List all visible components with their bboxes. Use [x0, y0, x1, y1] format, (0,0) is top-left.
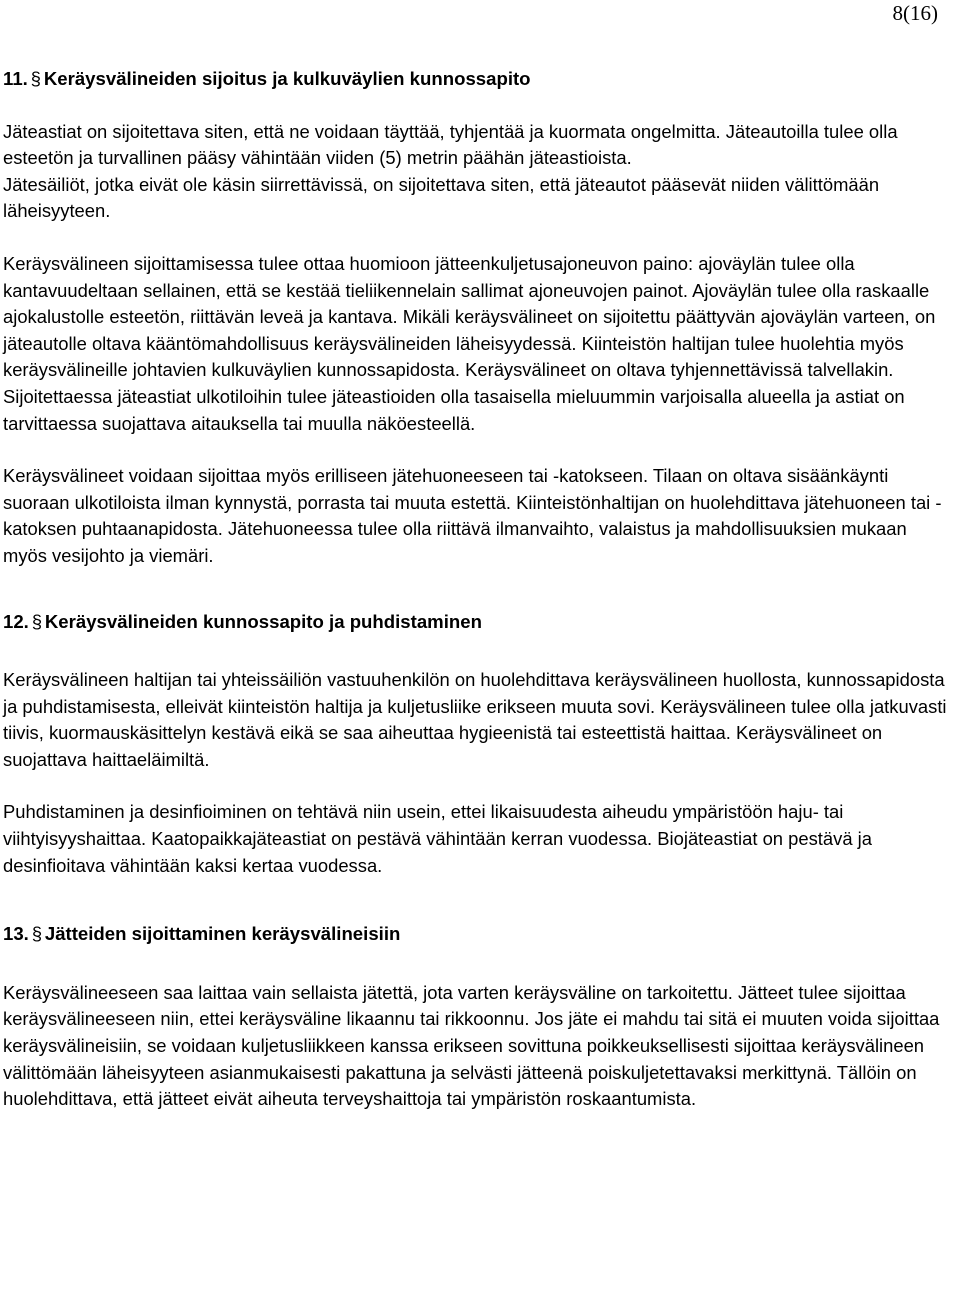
section-12-title: Keräysvälineiden kunnossapito ja puhdistaminen: [44, 610, 482, 632]
section-13-paragraph-1: Keräysvälineeseen saa laittaa vain sellaista jätettä, jota varten keräysväline on tarkoitettu. Jätteet tulee sijoittaa keräysvälineeseen niin, ettei keräysväline likaannu tai rikkoonnu. Jos jäte ei mahdu tai sitä ei muuten voida sijoittaa keräysvälineisiin, se voidaan kuljetusliikkeen kanssa erikseen sovittuna poikkeuksellisesti sijoittaa keräysvälineen välittömään läheisyyteen asianmukaisesti pakattuna ja selvästi jätteenä poiskuljetettavaksi merkittynä. Tällöin on huolehdittava, että jätteet eivät aiheuta terveyshaittoja tai ympäristön roskaantumista.: [3, 981, 940, 1110]
section-11-number: 11.: [3, 68, 28, 89]
section-sign-icon: §: [30, 68, 41, 89]
section-12-heading: [3, 609, 955, 636]
section-11-paragraph-3: Keräysvälineen sijoittamisessa tulee ottaa huomioon jätteenkuljetusajoneuvon paino: ajoväylän tulee olla kantavuudeltaan sellainen, että se kestää tieliikennelain sallimat ajoneuvojen painot. Ajoväylän tulee olla raskaalle ajokalustolle esteetön, riittävän leveä ja kantava. Mikäli keräysvälineet on sijoitettu päättyvän ajoväylän varteen, on jäteautolle oltava kääntömahdollisuus keräysvälineiden läheisyydessä. Kiinteistön haltijan tulee huolehtia myös keräysvälineille johtavien kulkuväylien kunnossapidosta. Keräysvälineet on oltava tyhjennettävissä talvellakin.: [3, 252, 936, 381]
section-12-number: 12.: [3, 610, 29, 632]
section-sign-icon: §: [31, 610, 43, 632]
section-11-paragraph-1: Jäteastiat on sijoitettava siten, että ne voidaan täyttää, tyhjentää ja kuormata ongelmitta. Jäteautoilla tulee olla esteetön ja turvallinen pääsy vähintään viiden (5) metrin päähän jäteastioista.: [3, 120, 898, 169]
section-11-paragraph-2: Jätesäiliöt, jotka eivät ole käsin siirrettävissä, on sijoitettava siten, että jäteautot pääsevät niiden välittömään läheisyyteen.: [3, 173, 880, 222]
section-11-paragraph-5: Keräysvälineet voidaan sijoittaa myös erilliseen jätehuoneeseen tai -katokseen. Tilaan on oltava sisäänkäynti suoraan ulkotiloista ilman kynnystä, porrasta tai muuta estettä. Kiinteistönhaltijan on huolehdittava jätehuoneen tai -katoksen puhtaanapidosta. Jätehuoneessa tulee olla riittävä ilmanvaihto, valaistus ja mahdollisuuksien mukaan myös vesijohto ja viemäri.: [3, 465, 942, 566]
section-12-paragraph-1: Keräysvälineen haltijan tai yhteissäiliön vastuuhenkilön on huolehdittava keräysvälineen huollosta, kunnossapidosta ja puhdistamisesta, elleivät kiinteistön haltija ja kuljetusliike erikseen muuta sovi. Keräysvälineen tulee olla jatkuvasti tiivis, kuormauskäsittelyn kestävä eikä se saa aiheuttaa hygieenistä tai esteettistä haittaa. Keräysvälineet on suojattava haittaeläimiltä.: [3, 669, 947, 770]
section-13-number: 13.: [3, 923, 29, 945]
section-11-heading: [3, 66, 955, 93]
page-number: 8(16): [892, 1, 938, 25]
document-body: [3, 64, 955, 1113]
section-13-title: Jätteiden sijoittaminen keräysvälineisiin: [44, 923, 401, 945]
section-11-title: Keräysvälineiden sijoitus ja kulkuväylien kunnossapito: [43, 68, 531, 89]
section-sign-icon: §: [31, 923, 43, 945]
section-12-paragraph-2: Puhdistaminen ja desinfioiminen on tehtävä niin usein, ettei likaisuudesta aiheudu ympäristöön haju- tai viihtyisyyshaittaa. Kaatopaikkajäteastiat on pestävä vähintään kerran vuodessa. Biojäteastiat on pestävä ja desinfioitava vähintään kaksi kertaa vuodessa.: [3, 801, 872, 876]
section-13-heading: [3, 921, 955, 948]
section-11-paragraph-4: Sijoitettaessa jäteastiat ulkotiloihin tulee jäteastioiden olla tasaisella mieluummin varjoisalla alueella ja astiat on tarvittaessa suojattava aitauksella tai muulla näköesteellä.: [3, 385, 905, 434]
